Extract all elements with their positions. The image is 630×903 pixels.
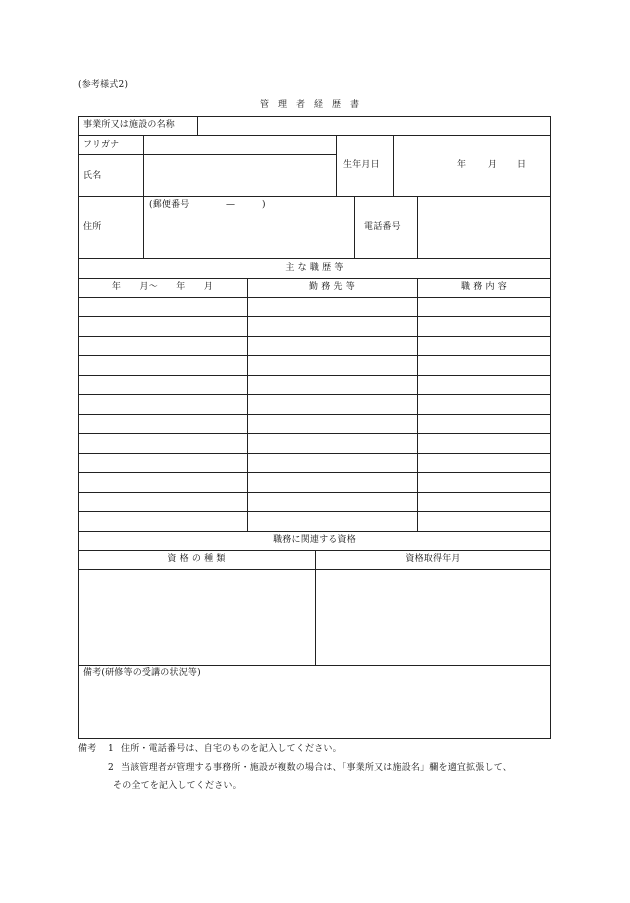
form-reference: (参考様式2) (78, 80, 129, 90)
career-period-header: 年 月〜 年 月 (111, 282, 214, 292)
divider (78, 375, 551, 376)
divider (247, 278, 248, 531)
facility-name-field[interactable] (198, 117, 550, 135)
divider (78, 414, 551, 415)
remarks-label: 備考(研修等の受講の状況等) (83, 668, 201, 678)
birthdate-field[interactable] (394, 136, 550, 196)
qualification-type-field[interactable] (79, 570, 315, 665)
divider (78, 531, 551, 532)
qualification-date-header: 資格取得年月 (405, 554, 461, 564)
divider (78, 492, 551, 493)
note-text: 住所・電話番号は、自宅のものを記入してください。 (121, 744, 342, 754)
address-label: 住所 (83, 222, 102, 232)
facility-name-label: 事業所又は施設の名称 (83, 120, 176, 130)
divider (78, 453, 551, 454)
postal-code-dash: — (226, 200, 236, 210)
divider (78, 336, 551, 337)
divider (78, 278, 551, 279)
divider (354, 196, 355, 258)
divider (336, 135, 337, 196)
divider (78, 394, 551, 395)
note-number: 1 (108, 744, 114, 754)
name-field[interactable] (144, 155, 336, 196)
remarks-field[interactable] (79, 682, 550, 738)
divider (417, 278, 418, 531)
postal-code-label: (郵便番号 (149, 200, 190, 210)
phone-label: 電話番号 (364, 222, 401, 232)
divider (78, 665, 551, 666)
birthdate-label: 生年月日 (343, 160, 380, 170)
address-field[interactable] (144, 197, 354, 258)
furigana-label: フリガナ (83, 140, 120, 150)
divider (78, 472, 551, 473)
notes-label: 備考 (78, 744, 97, 754)
note-continuation: その全てを記入してください。 (113, 781, 242, 791)
note-text: 当該管理者が管理する事務所・施設が複数の場合は、「事業所又は施設名」欄を適宜拡張して、 (121, 763, 512, 773)
divider (78, 297, 551, 298)
divider (78, 355, 551, 356)
postal-code-close: ) (262, 200, 266, 210)
divider (78, 316, 551, 317)
name-label: 氏名 (83, 171, 102, 181)
phone-field[interactable] (418, 197, 550, 258)
divider (78, 258, 551, 259)
qualification-date-field[interactable] (316, 570, 550, 665)
furigana-field[interactable] (144, 136, 336, 154)
career-section-title: 主 な 職 歴 等 (285, 263, 344, 273)
qualification-section-title: 職務に関連する資格 (273, 535, 356, 545)
divider (78, 511, 551, 512)
note-number: 2 (108, 763, 114, 773)
birthdate-year-unit: 年 (457, 160, 467, 170)
birthdate-day-unit: 日 (517, 160, 527, 170)
page-title: 管理者経歴書 (260, 100, 369, 110)
career-workplace-header: 勤 務 先 等 (309, 282, 355, 292)
qualification-type-header: 資 格 の 種 類 (167, 554, 226, 564)
career-duties-header: 職 務 内 容 (461, 282, 507, 292)
divider (78, 433, 551, 434)
birthdate-month-unit: 月 (488, 160, 498, 170)
